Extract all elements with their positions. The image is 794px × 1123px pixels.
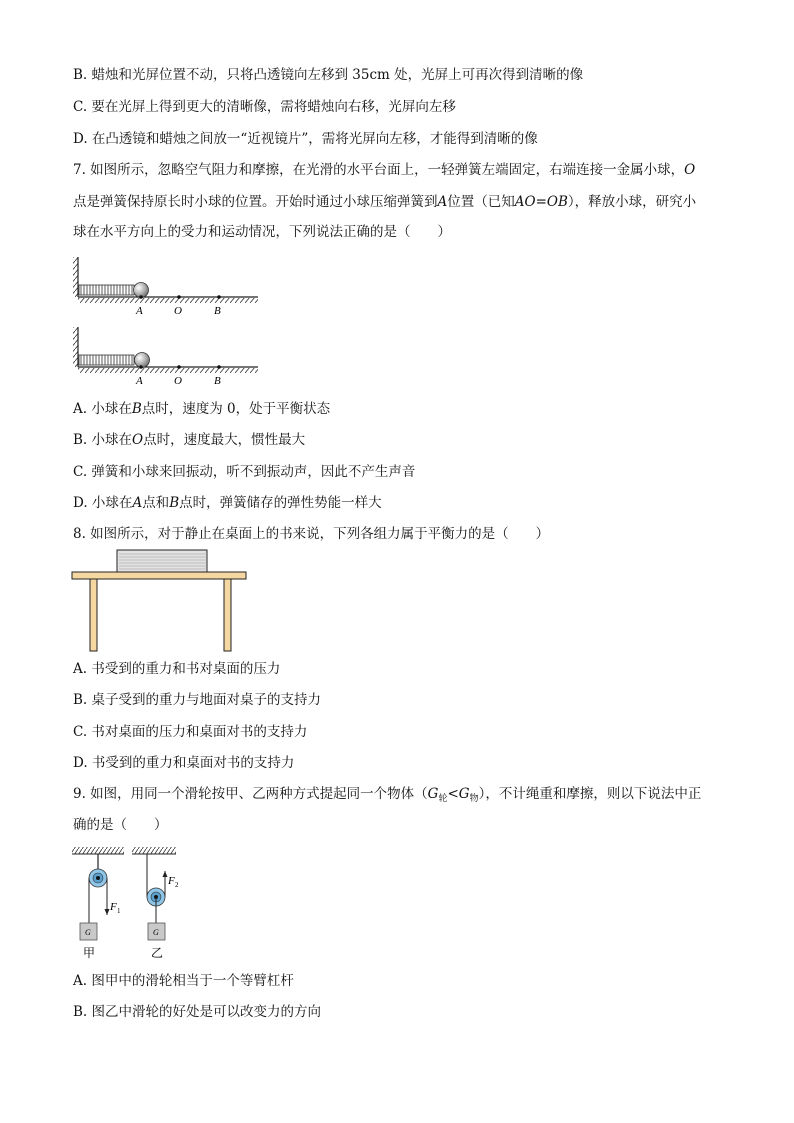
book (117, 550, 207, 572)
point-a-marker (139, 295, 143, 299)
force-f2-subscript: 2 (175, 881, 179, 889)
pulley-yi (132, 847, 179, 960)
label-a: A (136, 305, 143, 317)
table (72, 572, 246, 651)
figure-panel-bottom (73, 327, 258, 387)
q8-option-a: A. 书受到的重力和书对桌面的压力 (73, 661, 281, 677)
q7-stem-text: 点是弹簧保持原长时小球的位置。开始时通过小球压缩弹簧到 (73, 194, 438, 210)
q9-stem-text: ），不计绳重和摩擦，则以下说法中正 (478, 786, 702, 802)
option-text: D. 小球在 (73, 495, 133, 511)
q9-option-a: A. 图甲中的滑轮相当于一个等臂杠杆 (73, 973, 294, 989)
label-o: O (174, 375, 182, 387)
point-o-marker (177, 365, 181, 369)
spring (79, 285, 134, 295)
option-var: O (132, 432, 144, 448)
label-b: B (214, 375, 221, 387)
block-label: G (85, 928, 91, 937)
q7-option-c: C. 弹簧和小球来回振动，听不到振动声，因此不产生声音 (73, 464, 416, 480)
label-b: B (214, 305, 221, 317)
q6-option-c: C. 要在光屏上得到更大的清晰像，需将蜡烛向右移，光屏向左移 (73, 99, 456, 115)
q7-var-a: A (437, 194, 448, 210)
option-var: A (132, 495, 143, 511)
q7-option-d (73, 494, 382, 512)
q9-stem-text: 9. 如图，用同一个滑轮按甲、乙两种方式提起同一个物体（ (73, 786, 428, 802)
q7-stem-text: 7. 如图所示，忽略空气阻力和摩擦，在光滑的水平台面上，一轻弹簧左端固定，右端连接一金属小球， (73, 162, 685, 178)
book-on-table-figure (70, 548, 250, 653)
q7-equation: AO=OB (514, 194, 568, 210)
option-text: A. 小球在 (73, 401, 132, 417)
q9-stem-line1 (73, 785, 701, 808)
label-o: O (174, 305, 182, 317)
option-text: 点和 (142, 495, 170, 511)
option-var: B (131, 401, 142, 417)
q8-option-b: B. 桌子受到的重力与地面对桌子的支持力 (73, 692, 322, 708)
point-o-marker (177, 295, 181, 299)
figure-panel-top (73, 257, 258, 317)
q7-stem-text: 位置（已知 (447, 194, 515, 210)
spring (79, 355, 134, 365)
q6-option-b: B. 蜡烛和光屏位置不动，只将凸透镜向左移到 35cm 处，光屏上可再次得到清晰的像 (73, 67, 584, 83)
point-a-marker (139, 365, 143, 369)
var-g: G (427, 786, 439, 802)
q8-stem: 8. 如图所示，对于静止在桌面上的书来说，下列各组力属于平衡力的是（ ） (73, 526, 550, 542)
subscript: 物 (469, 794, 479, 804)
q7-stem-line1 (73, 161, 695, 179)
pulley-figure (70, 843, 190, 961)
q7-stem-line3: 球在水平方向上的受力和运动情况，下列说法正确的是（ ） (73, 224, 451, 240)
force-f1-label: F (110, 901, 117, 913)
spring-ball-figure (70, 255, 270, 390)
q7-option-b (73, 431, 305, 449)
block-label: G (153, 928, 159, 937)
q7-option-a (73, 400, 330, 418)
option-var: B (169, 495, 180, 511)
q8-option-d: D. 书受到的重力和桌面对书的支持力 (73, 755, 295, 771)
var-g: G (458, 786, 470, 802)
q9-stem-line2: 确的是（ ） (73, 817, 168, 833)
option-text: 点时，速度最大，惯性最大 (143, 432, 306, 448)
q7-stem-text: ），释放小球，研究小 (567, 194, 697, 210)
q9-option-b: B. 图乙中滑轮的好处是可以改变力的方向 (73, 1004, 322, 1020)
option-text: 点时，弹簧储存的弹性势能一样大 (179, 495, 382, 511)
option-text: B. 小球在 (73, 432, 133, 448)
pulley-jia (72, 847, 124, 960)
less-than: < (447, 786, 459, 802)
label-a: A (136, 375, 143, 387)
metal-ball (135, 353, 150, 368)
q7-var-o: O (684, 162, 696, 178)
force-f1-subscript: 1 (117, 907, 121, 915)
point-b-marker (217, 295, 221, 299)
label-yi: 乙 (151, 946, 164, 960)
option-text: 点时，速度为 0，处于平衡状态 (141, 401, 331, 417)
q7-stem-line2 (73, 193, 696, 211)
force-f2-label: F (168, 875, 175, 887)
q8-option-c: C. 书对桌面的压力和桌面对书的支持力 (73, 724, 308, 740)
q6-option-d: D. 在凸透镜和蜡烛之间放一“近视镜片”，需将光屏向左移，才能得到清晰的像 (73, 131, 538, 147)
subscript: 轮 (438, 794, 448, 804)
label-jia: 甲 (83, 946, 96, 960)
point-b-marker (217, 365, 221, 369)
